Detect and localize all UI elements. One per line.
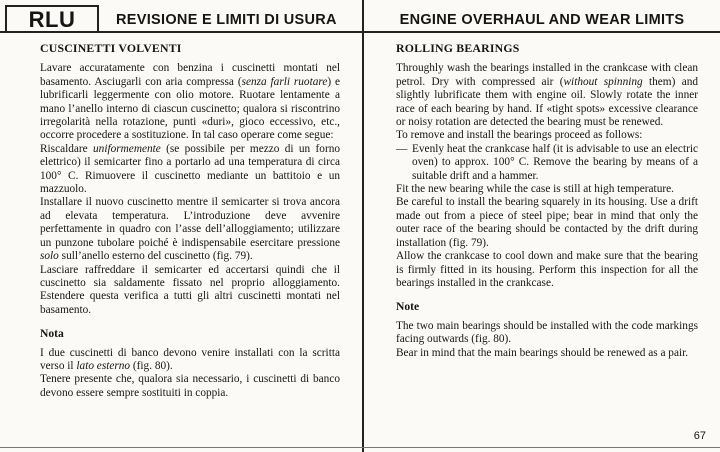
text-run: Throughly wash the bearings installed in the crankcase with clean petrol. Dry with compressed air ( xyxy=(396,62,698,88)
section-code-box: RLU xyxy=(5,5,99,31)
english-paragraph-2: To remove and install the bearings proceed as follows: xyxy=(396,129,643,142)
italian-note-1 xyxy=(40,347,340,374)
english-note-2: Bear in mind that the main bearings should be renewed as a pair. xyxy=(396,346,689,359)
text-run: (fig. 80). xyxy=(130,359,173,372)
italic-run: senza farli ruotare xyxy=(241,75,328,88)
bottom-rule xyxy=(0,447,720,448)
italic-run: lato esterno xyxy=(76,359,131,372)
english-header-title: ENGINE OVERHAUL AND WEAR LIMITS xyxy=(399,12,685,28)
english-body xyxy=(364,40,720,360)
italian-paragraph-4: Lasciare raffreddare il semicarter ed accertarsi quindi che il cuscinetto sia saldamente fissato nel proprio alloggiamento. Estendere questa verifica a tutti gli altri cuscinetti montati nel basamento. xyxy=(40,263,340,316)
english-header xyxy=(364,4,720,33)
italian-note-2: Tenere presente che, qualora sia necessario, i cuscinetti di banco devono essere sempre sostituiti in coppia. xyxy=(40,373,340,399)
italian-body xyxy=(0,40,362,400)
english-list-item xyxy=(396,143,698,183)
text-run: ) e lubrificarli leggermente con olio motore. Ruotare lentamente a mano l’anello interno di ciascun cuscinetto; qualora si riscontrino irregolarità nella rotazione, punti «duri», gioco eccessivo, etc., occorre procedere a sostituzione. In tal caso operare come segue: xyxy=(40,75,341,142)
text-run: Installare il nuovo cuscinetto mentre il semicarter si trova ancora ad elevata temperatura. L’introduzione deve avvenire perfettamente in quadro con l’asse dell’alloggiamento; utilizzare un punzone tubolare poiché è indispensabile esercitare pressione xyxy=(40,196,340,249)
english-note-1: The two main bearings should be installed with the code markings facing outwards (fig. 80). xyxy=(396,319,698,346)
english-column xyxy=(362,0,720,452)
italian-section-heading: CUSCINETTI VOLVENTI xyxy=(40,41,182,55)
text-run: I due cuscinetti di banco devono venire installati con la scritta verso il xyxy=(40,346,340,372)
italian-paragraph-3 xyxy=(40,196,340,263)
english-paragraph-1 xyxy=(396,62,698,129)
english-note-heading: Note xyxy=(396,300,420,314)
english-paragraph-5: Allow the crankcase to cool down and make sure that the bearing is firmly fitted in its housing. Perform this inspection for all the bearings installed in the crankcase. xyxy=(396,250,698,289)
text-run: them) and slightly lubrificate them with engine oil. Slowly rotate the inner race of each bearing by hand. If «tight spots» excessive clearance or noisy rotation are detected the bearing must be renewed. xyxy=(396,75,699,129)
dash-bullet: — xyxy=(396,142,408,155)
list-item-text: Evenly heat the crankcase half (it is advisable to use an electric oven) to approx. 100° C. Remove the bearing by means of a suitable drift and a hammer. xyxy=(412,142,698,182)
italic-run: solo xyxy=(40,250,59,263)
english-paragraph-4: Be careful to install the bearing squarely in its housing. Use a drift made out from a piece of steel pipe; bear in mind that only the outer race of the bearing should be contacted by the drift during installation (fig. 79). xyxy=(396,196,698,249)
italic-run: without spinning xyxy=(563,75,643,88)
page-number: 67 xyxy=(693,430,706,442)
english-paragraph-3: Fit the new bearing while the case is still at high temperature. xyxy=(396,183,674,196)
text-run: (se possibile per mezzo di un forno elettrico) il semicarter fino a portarlo ad una temperatura di circa 100° C. Rimuovere il cuscinetto mediante un battitoio e un mazzuolo. xyxy=(40,142,340,196)
english-section-heading: ROLLING BEARINGS xyxy=(396,41,520,55)
italian-header xyxy=(0,4,362,33)
italic-run: uniformemente xyxy=(93,142,161,155)
text-run: Lavare accuratamente con benzina i cuscinetti montati nel basamento. Asciugarli con aria compressa ( xyxy=(40,62,340,88)
italian-paragraph-2 xyxy=(40,143,340,197)
text-run: sull’anello esterno del cuscinetto (fig. 79). xyxy=(58,250,253,263)
text-run: Riscaldare xyxy=(40,142,94,155)
italian-header-title: REVISIONE E LIMITI DI USURA xyxy=(116,12,337,28)
italian-paragraph-1 xyxy=(40,62,340,142)
italian-note-heading: Nota xyxy=(40,327,64,341)
